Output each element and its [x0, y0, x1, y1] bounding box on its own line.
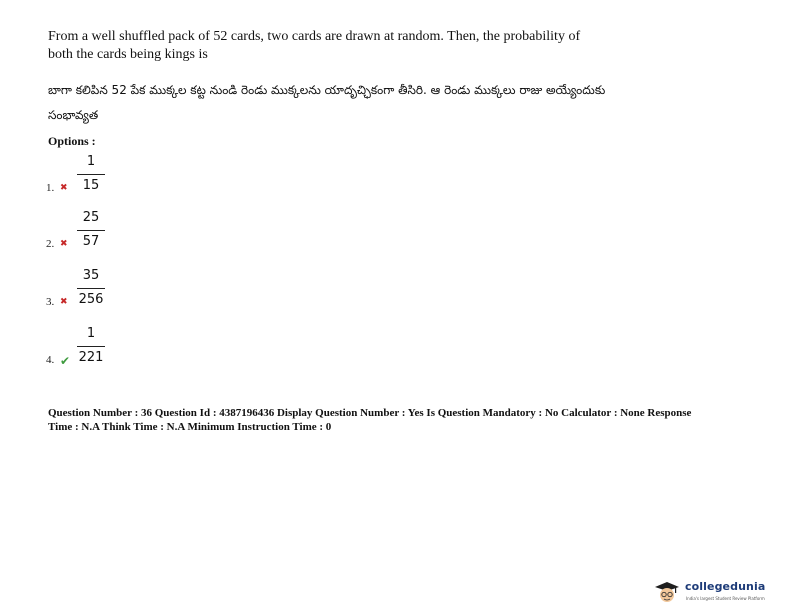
option-4 — [46, 320, 166, 366]
option-1 — [46, 148, 166, 194]
fraction-denominator: 221 — [78, 350, 104, 365]
option-number: 2. — [46, 238, 55, 250]
fraction-bar — [77, 288, 105, 289]
fraction-bar — [77, 174, 105, 175]
cross-icon: ✖ — [60, 239, 68, 249]
fraction-bar — [77, 230, 105, 231]
option-3 — [46, 262, 166, 308]
cross-icon: ✖ — [60, 297, 68, 307]
checkmark-icon: ✔ — [60, 354, 71, 368]
option-fraction — [76, 210, 106, 250]
student-mascot-icon — [652, 580, 682, 604]
metadata-line-1: Question Number : 36 Question Id : 4387196436 Display Question Number : Yes Is Question Mandatory : No Calculator : None Response — [48, 407, 692, 419]
option-number: 1. — [46, 182, 55, 194]
option-fraction — [76, 268, 106, 308]
options-label: Options : — [48, 134, 96, 148]
collegedunia-logo — [652, 578, 786, 606]
metadata-line-2: Time : N.A Think Time : N.A Minimum Instruction Time : 0 — [48, 421, 332, 433]
question-metadata — [48, 406, 768, 434]
question-text-english: From a well shuffled pack of 52 cards, two cards are drawn at random. Then, the probability of both the cards being kings is — [48, 29, 581, 62]
fraction-numerator: 1 — [86, 154, 96, 169]
option-number: 4. — [46, 354, 55, 366]
option-fraction — [76, 326, 106, 366]
fraction-numerator: 25 — [82, 210, 100, 225]
logo-tagline: India's largest Student Review Platform — [686, 596, 765, 601]
fraction-numerator: 1 — [86, 326, 96, 341]
fraction-denominator: 15 — [82, 178, 100, 193]
question-text-telugu: బాగా కలిపిన 52 పేక ముక్కల కట్ట నుండి రెండు ముక్కలను యాదృచ్ఛికంగా తీసిరి. ఆ రెండు ముక్కలు రాజు అయ్యేందుకు సంభావ్యత — [48, 83, 606, 122]
fraction-numerator: 35 — [82, 268, 100, 283]
cross-icon: ✖ — [60, 183, 68, 193]
fraction-bar — [77, 346, 105, 347]
option-fraction — [76, 154, 106, 194]
option-2 — [46, 204, 166, 250]
option-number: 3. — [46, 296, 55, 308]
fraction-denominator: 57 — [82, 234, 100, 249]
fraction-denominator: 256 — [78, 292, 104, 307]
logo-name: collegedunia — [685, 580, 766, 593]
